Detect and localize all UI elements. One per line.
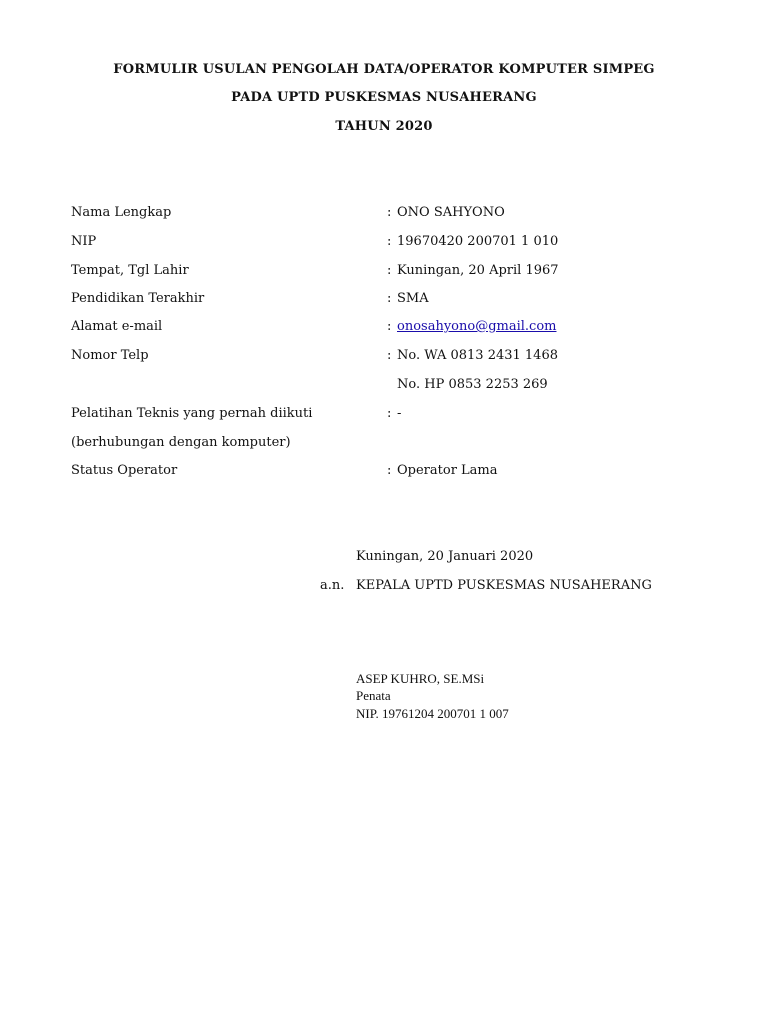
field-label-nama: Nama Lengkap <box>71 205 172 220</box>
field-value-telp-wa: No. WA 0813 2431 1468 <box>397 348 558 363</box>
field-value-telp-hp: No. HP 0853 2253 269 <box>397 377 548 392</box>
field-value-nip: 19670420 200701 1 010 <box>397 234 559 249</box>
form-subtitle-office: PADA UPTD PUSKESMAS NUSAHERANG <box>231 90 537 105</box>
field-sep-nama: : <box>387 205 392 220</box>
field-sep-ttl: : <box>387 263 392 278</box>
form-subtitle-year: TAHUN 2020 <box>335 119 433 134</box>
field-value-ttl: Kuningan, 20 April 1967 <box>397 263 559 278</box>
field-label-pelatihan-note: (berhubungan dengan komputer) <box>71 435 291 450</box>
field-label-email: Alamat e-mail <box>71 319 163 334</box>
field-label-pendidikan: Pendidikan Terakhir <box>71 291 205 306</box>
field-value-nama: ONO SAHYONO <box>397 205 505 220</box>
field-label-telp: Nomor Telp <box>71 348 149 363</box>
field-label-pelatihan: Pelatihan Teknis yang pernah diikuti <box>71 406 313 421</box>
signatory-rank: Penata <box>356 688 391 703</box>
field-sep-nip: : <box>387 234 392 249</box>
field-sep-telp: : <box>387 348 392 363</box>
signatory-nip: NIP. 19761204 200701 1 007 <box>356 706 509 721</box>
email-link[interactable]: onosahyono@gmail.com <box>397 319 557 334</box>
field-label-status: Status Operator <box>71 463 178 478</box>
signature-place-date: Kuningan, 20 Januari 2020 <box>356 549 534 564</box>
field-value-status: Operator Lama <box>397 463 498 478</box>
field-label-nip: NIP <box>71 234 97 249</box>
field-label-ttl: Tempat, Tgl Lahir <box>71 263 189 278</box>
field-sep-pelatihan: : <box>387 406 392 421</box>
field-value-pendidikan: SMA <box>397 291 429 306</box>
signature-an-prefix: a.n. <box>320 578 345 593</box>
field-sep-status: : <box>387 463 392 478</box>
field-sep-email: : <box>387 319 392 334</box>
field-value-pelatihan: - <box>397 406 402 421</box>
form-title: FORMULIR USULAN PENGOLAH DATA/OPERATOR KOMPUTER SIMPEG <box>113 62 655 77</box>
signature-office: KEPALA UPTD PUSKESMAS NUSAHERANG <box>356 578 652 593</box>
signatory-name: ASEP KUHRO, SE.MSi <box>356 671 485 686</box>
field-sep-pendidikan: : <box>387 291 392 306</box>
